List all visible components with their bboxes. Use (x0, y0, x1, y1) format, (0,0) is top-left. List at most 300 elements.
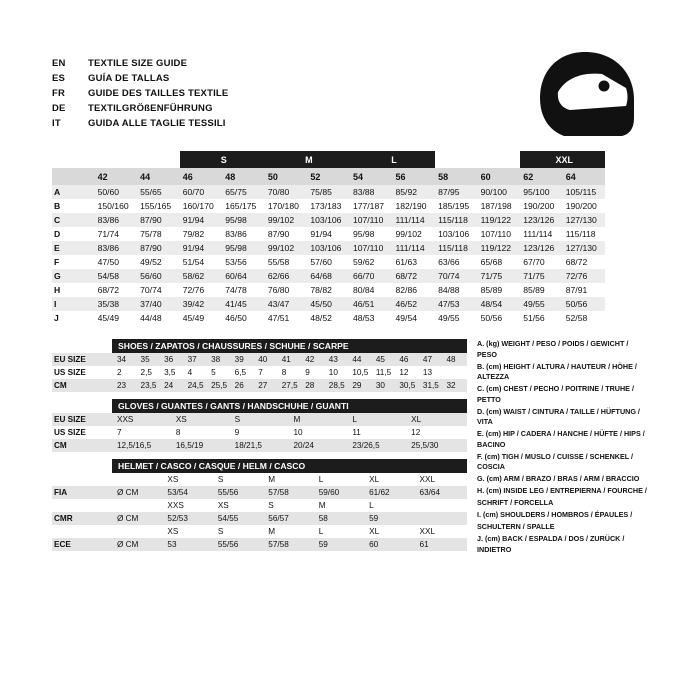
language-code: FR (52, 88, 66, 99)
measure-cell: 49/54 (395, 313, 418, 323)
shoes-cell: 36 (161, 353, 185, 366)
measure-cell: 71/75 (478, 269, 521, 283)
helmet-size-header-cell: S (265, 499, 315, 512)
measure-cell: 119/122 (478, 241, 521, 255)
measure-cell: 123/126 (520, 241, 563, 255)
helmet-unit-cell: Ø CM (114, 512, 164, 525)
measure-cell: 45/50 (307, 297, 350, 311)
measure-cell: 187/198 (480, 201, 512, 211)
helmet-value-cell: 56/57 (265, 512, 315, 525)
size-band-cell: XXL (520, 151, 605, 168)
size-band-cell (435, 151, 520, 168)
measure-cell: 105/115 (563, 185, 606, 199)
helmet-standard-label: CMR (52, 512, 114, 525)
helmet-value-cell (417, 512, 467, 525)
helmet-value-cell: 58 (316, 512, 366, 525)
measure-cell: 185/195 (438, 201, 470, 211)
shoes-row (52, 366, 467, 379)
gloves-row-key: CM (52, 439, 114, 452)
gloves-cell: S (232, 413, 291, 426)
size-band-cell: S (180, 151, 265, 168)
shoes-cell: 41 (279, 353, 303, 366)
gloves-cell: 12,5/16,5 (114, 439, 173, 452)
measure-cell: 57/60 (310, 257, 332, 267)
shoes-cell: 24,5 (185, 379, 209, 392)
measure-cell: 95/100 (520, 185, 563, 199)
gloves-cell: 18/21,5 (232, 439, 291, 452)
measure-cell: 44/48 (140, 313, 162, 323)
table-row (52, 269, 648, 283)
measure-cell: 99/102 (265, 213, 308, 227)
legend-line: H. (cm) INSIDE LEG / ENTREPIERNA / FOURCHE / (477, 486, 647, 495)
measure-cell: 65/75 (222, 185, 265, 199)
measure-cell: 127/130 (563, 213, 606, 227)
measure-cell: 47/50 (97, 257, 120, 267)
measure-cell: 150/160 (97, 201, 129, 211)
helmet-value-cell: 63/64 (417, 486, 467, 499)
helmet-size-header-cell: XS (164, 473, 214, 486)
helmet-value-cell: 54/55 (215, 512, 265, 525)
measure-cell: 62/66 (265, 269, 308, 283)
measure-cell: 111/114 (523, 229, 553, 239)
measure-cell: 70/74 (140, 285, 162, 295)
measure-cell: 45/49 (97, 313, 120, 323)
measure-cell: 53/56 (225, 257, 247, 267)
shoes-cell: 34 (114, 353, 138, 366)
gloves-cell: XL (408, 413, 467, 426)
helmet-head-row-key (52, 473, 114, 486)
helmet-size-header-cell: XXS (164, 499, 214, 512)
measure-cell: 115/118 (565, 229, 596, 239)
measure-cell: 95/98 (222, 213, 265, 227)
table-row (52, 283, 648, 297)
shoes-cell: 23,5 (138, 379, 162, 392)
helmet-data-row (52, 486, 467, 499)
helmet-size-header-cell: XXL (417, 473, 467, 486)
shoes-cell: 42 (302, 353, 326, 366)
measure-cell: 68/72 (393, 269, 436, 283)
helmet-data-row (52, 538, 467, 551)
legend-line: B. (cm) HEIGHT / ALTURA / HAUTEUR / HÖHE / ALTEZZA (477, 361, 637, 381)
helmet-head-row (52, 499, 467, 512)
measure-cell: 107/110 (350, 241, 393, 255)
measure-cell: 60/70 (180, 185, 223, 199)
helmet-unit-cell: Ø CM (114, 538, 164, 551)
shoes-cell: 26 (232, 379, 256, 392)
gloves-cell: 23/26,5 (349, 439, 408, 452)
shoes-cell: 6,5 (232, 366, 256, 379)
helmet-size-header-cell: L (316, 525, 366, 538)
language-text: GUIDA ALLE TAGLIE TESSILI (88, 118, 226, 129)
measure-cell: 67/70 (523, 257, 545, 267)
measure-cell: 95/98 (222, 241, 265, 255)
measure-cell: 41/45 (222, 297, 265, 311)
helmet-size-header-cell: S (215, 473, 265, 486)
shoes-cell: 12 (396, 366, 420, 379)
helmet-size-header-cell: XL (366, 473, 416, 486)
gloves-cell: 9 (232, 426, 291, 439)
shoes-cell: 37 (185, 353, 209, 366)
helmet-data-row (52, 512, 467, 525)
measure-cell: 123/126 (520, 213, 563, 227)
measure-cell: 90/100 (478, 185, 521, 199)
shoes-title-wrap (52, 339, 467, 353)
gloves-cell: 20/24 (290, 439, 349, 452)
helmet-head-spacer (114, 525, 164, 538)
legend-line: SCHRIFT / FORCELLA (477, 498, 554, 507)
measure-cell: 37/40 (137, 297, 180, 311)
helmet-head-row-key (52, 525, 114, 538)
measurement-legend (467, 339, 648, 557)
size-number-cell: 54 (350, 168, 393, 185)
shoes-cell: 30 (373, 379, 397, 392)
size-number-cell: 58 (435, 168, 478, 185)
language-text: GUIDE DES TAILLES TEXTILE (88, 88, 229, 99)
shoes-cell: 4 (185, 366, 209, 379)
measure-row-label: E (52, 241, 95, 255)
helmet-value-cell: 59/60 (316, 486, 366, 499)
measure-cell: 84/88 (438, 285, 460, 295)
shoes-cell: 47 (420, 353, 444, 366)
helmet-size-header-cell: L (316, 473, 366, 486)
measure-cell: 85/89 (523, 285, 545, 295)
measure-cell: 68/72 (97, 285, 120, 295)
gloves-row (52, 413, 467, 426)
shoes-row-key: EU SIZE (52, 353, 114, 366)
size-number-cell: 46 (180, 168, 223, 185)
helmet-head-spacer (114, 473, 164, 486)
size-number-row (52, 168, 648, 185)
helmet-value-cell: 61/62 (366, 486, 416, 499)
helmet-table (52, 473, 467, 551)
table-row (52, 199, 648, 213)
measure-cell: 39/42 (180, 297, 223, 311)
helmet-icon (530, 48, 640, 144)
size-number-cell: 42 (95, 168, 138, 185)
measure-cell: 91/94 (180, 241, 223, 255)
measure-cell: 66/70 (350, 269, 393, 283)
helmet-standard-label: ECE (52, 538, 114, 551)
measure-cell: 49/55 (520, 297, 563, 311)
measure-cell: 55/65 (137, 185, 180, 199)
size-number-cell: 60 (478, 168, 521, 185)
gloves-section-title: GLOVES / GUANTES / GANTS / HANDSCHUHE / GUANTI (112, 399, 467, 413)
table-row (52, 227, 648, 241)
gloves-cell: 7 (114, 426, 173, 439)
size-band-row (52, 151, 648, 168)
measure-cell: 49/52 (140, 257, 162, 267)
measure-cell: 47/53 (435, 297, 478, 311)
size-number-cell: 62 (520, 168, 563, 185)
measure-cell: 155/165 (140, 201, 172, 211)
shoes-cell: 8 (279, 366, 303, 379)
helmet-section-title: HELMET / CASCO / CASQUE / HELM / CASCO (112, 459, 467, 473)
shoes-cell: 48 (443, 353, 467, 366)
measure-cell: 59/62 (352, 257, 375, 267)
shoes-row-key: US SIZE (52, 366, 114, 379)
measure-cell: 78/82 (310, 285, 332, 295)
measure-cell: 83/86 (95, 241, 138, 255)
shoes-section-title: SHOES / ZAPATOS / CHAUSSURES / SCHUHE / SCARPE (112, 339, 467, 353)
measure-cell: 83/86 (225, 229, 247, 239)
helmet-size-header-cell: M (265, 473, 315, 486)
shoes-row-key: CM (52, 379, 114, 392)
helmet-size-header-cell: XS (215, 499, 265, 512)
gloves-cell: 10 (290, 426, 349, 439)
measure-cell: 48/54 (478, 297, 521, 311)
measure-cell: 46/51 (350, 297, 393, 311)
gloves-row (52, 439, 467, 452)
measure-row-label: A (52, 185, 95, 199)
measure-cell: 55/58 (267, 257, 290, 267)
measure-cell: 83/88 (350, 185, 393, 199)
helmet-head-row-key (52, 499, 114, 512)
table-row (52, 241, 648, 255)
language-code: DE (52, 103, 66, 114)
measure-cell: 48/52 (310, 313, 332, 323)
measure-cell: 46/50 (225, 313, 247, 323)
measure-cell: 70/74 (435, 269, 478, 283)
size-number-cell: 64 (563, 168, 606, 185)
size-number-cell: 56 (393, 168, 436, 185)
measure-cell: 127/130 (563, 241, 606, 255)
measure-cell: 50/56 (563, 297, 606, 311)
shoes-cell: 23 (114, 379, 138, 392)
helmet-value-cell: 60 (366, 538, 416, 551)
size-number-cell: 48 (222, 168, 265, 185)
shoes-row (52, 353, 467, 366)
measure-cell: 56/60 (137, 269, 180, 283)
measure-cell: 91/94 (310, 229, 332, 239)
measure-cell: 50/56 (480, 313, 503, 323)
gloves-title-wrap (52, 399, 467, 413)
size-number-cell: 52 (307, 168, 350, 185)
helmet-unit-cell: Ø CM (114, 486, 164, 499)
helmet-head-spacer (114, 499, 164, 512)
helmet-value-cell: 59 (316, 538, 366, 551)
textile-size-table (52, 151, 648, 325)
measure-cell: 46/52 (393, 297, 436, 311)
measure-cell: 70/80 (265, 185, 308, 199)
gloves-cell: 16,5/19 (173, 439, 232, 452)
helmet-value-cell: 55/56 (215, 486, 265, 499)
measure-cell: 71/75 (520, 269, 563, 283)
gloves-row (52, 426, 467, 439)
shoes-cell: 24 (161, 379, 185, 392)
language-code: ES (52, 73, 66, 84)
measure-cell: 50/60 (95, 185, 138, 199)
measure-cell: 80/84 (352, 285, 375, 295)
helmet-value-cell: 52/53 (164, 512, 214, 525)
gloves-cell: M (290, 413, 349, 426)
shoes-cell: 3,5 (161, 366, 185, 379)
shoes-cell: 13 (420, 366, 444, 379)
legend-line: C. (cm) CHEST / PECHO / POITRINE / TRUHE / PETTO (477, 384, 634, 404)
shoes-cell: 38 (208, 353, 232, 366)
measure-cell: 76/80 (267, 285, 290, 295)
shoes-cell: 25,5 (208, 379, 232, 392)
measure-cell: 119/122 (478, 213, 521, 227)
measure-cell: 63/66 (438, 257, 460, 267)
shoes-cell: 44 (349, 353, 373, 366)
table-row (52, 297, 648, 311)
measure-cell: 99/102 (395, 229, 422, 239)
helmet-size-header-cell: L (366, 499, 416, 512)
shoes-cell: 27,5 (279, 379, 303, 392)
measure-row-label: I (52, 297, 95, 311)
legend-line: A. (kg) WEIGHT / PESO / POIDS / GEWICHT / PESO (477, 339, 629, 359)
measure-cell: 48/53 (352, 313, 375, 323)
measure-cell: 52/58 (565, 313, 588, 323)
gloves-cell: L (349, 413, 408, 426)
measure-row-label: C (52, 213, 95, 227)
helmet-size-header-cell (417, 499, 467, 512)
measure-cell: 95/98 (352, 229, 375, 239)
helmet-size-header-cell: XL (366, 525, 416, 538)
shoes-cell: 11,5 (373, 366, 397, 379)
measure-cell: 72/76 (182, 285, 205, 295)
measure-cell: 68/72 (565, 257, 588, 267)
shoes-cell: 46 (396, 353, 420, 366)
gloves-row-key: US SIZE (52, 426, 114, 439)
measure-cell: 87/90 (137, 241, 180, 255)
helmet-value-cell: 59 (366, 512, 416, 525)
measure-cell: 85/92 (393, 185, 436, 199)
size-band-cell (137, 151, 180, 168)
shoes-cell: 43 (326, 353, 350, 366)
gloves-cell: 8 (173, 426, 232, 439)
size-number-row-label (52, 168, 95, 185)
shoes-cell: 32 (443, 379, 467, 392)
measure-cell: 65/68 (480, 257, 503, 267)
measure-cell: 54/58 (95, 269, 138, 283)
shoes-cell: 35 (138, 353, 162, 366)
measure-cell: 51/56 (523, 313, 545, 323)
gloves-cell: XS (173, 413, 232, 426)
legend-line: J. (cm) BACK / ESPALDA / DOS / ZURÜCK / INDIETRO (477, 534, 625, 554)
helmet-value-cell: 57/58 (265, 486, 315, 499)
measure-cell: 35/38 (95, 297, 138, 311)
measure-cell: 182/190 (395, 201, 427, 211)
language-text: GUÍA DE TALLAS (88, 73, 170, 84)
measure-cell: 45/49 (182, 313, 205, 323)
measure-row-label: J (54, 313, 59, 323)
gloves-cell: 11 (349, 426, 408, 439)
table-row (52, 213, 648, 227)
measure-cell: 51/54 (182, 257, 205, 267)
helmet-head-row (52, 525, 467, 538)
measure-row-label: B (54, 201, 61, 211)
measure-cell: 72/76 (563, 269, 606, 283)
helmet-head-row (52, 473, 467, 486)
band-row-spacer (52, 151, 95, 168)
measure-cell: 61/63 (395, 257, 418, 267)
shoes-row (52, 379, 467, 392)
legend-line: G. (cm) ARM / BRAZO / BRAS / ARM / BRACCIO (477, 474, 640, 483)
size-band-cell (605, 151, 648, 168)
measure-row-label: D (54, 229, 61, 239)
measure-cell: 85/89 (480, 285, 503, 295)
gloves-row-key: EU SIZE (52, 413, 114, 426)
helmet-value-cell: 61 (417, 538, 467, 551)
helmet-title-wrap (52, 459, 467, 473)
shoes-cell: 7 (255, 366, 279, 379)
measure-cell: 103/106 (438, 229, 470, 239)
shoes-cell (443, 366, 467, 379)
measure-cell: 87/95 (435, 185, 478, 199)
measure-cell: 75/78 (140, 229, 162, 239)
shoes-table (52, 353, 467, 392)
table-row (52, 185, 648, 199)
shoes-cell: 9 (302, 366, 326, 379)
accessory-tables (52, 339, 467, 557)
gloves-cell: 12 (408, 426, 467, 439)
helmet-value-cell: 53 (164, 538, 214, 551)
shoes-cell: 31,5 (420, 379, 444, 392)
helmet-size-header-cell: S (215, 525, 265, 538)
measure-cell: 170/180 (267, 201, 299, 211)
measure-row-label: H (54, 285, 61, 295)
measure-cell: 107/110 (350, 213, 393, 227)
gloves-cell: 25,5/30 (408, 439, 467, 452)
shoes-cell: 2 (114, 366, 138, 379)
measure-cell: 60/64 (222, 269, 265, 283)
table-row (52, 255, 648, 269)
measure-cell: 115/118 (435, 213, 478, 227)
measure-cell: 103/106 (307, 241, 350, 255)
legend-line: I. (cm) SHOULDERS / HOMBROS / ÉPAULES / (477, 510, 633, 519)
measure-cell: 75/85 (307, 185, 350, 199)
helmet-size-header-cell: M (316, 499, 366, 512)
language-text: TEXTILE SIZE GUIDE (88, 58, 188, 69)
helmet-value-cell: 57/58 (265, 538, 315, 551)
shoes-cell: 10,5 (349, 366, 373, 379)
measure-cell: 115/118 (435, 241, 478, 255)
measure-cell: 103/106 (307, 213, 350, 227)
shoes-cell: 27 (255, 379, 279, 392)
legend-line: D. (cm) WAIST / CINTURA / TAILLE / HÜFTUNG / VITA (477, 406, 640, 426)
helmet-value-cell: 55/56 (215, 538, 265, 551)
measure-cell: 79/82 (182, 229, 205, 239)
shoes-cell: 28 (302, 379, 326, 392)
measure-cell: 87/90 (267, 229, 290, 239)
measure-cell: 64/68 (307, 269, 350, 283)
table-row (52, 311, 648, 325)
size-band-cell: M (265, 151, 350, 168)
measure-cell: 49/55 (438, 313, 460, 323)
shoes-cell: 5 (208, 366, 232, 379)
helmet-standard-label: FIA (52, 486, 114, 499)
measure-cell: 83/86 (95, 213, 138, 227)
bottom-section (52, 339, 648, 557)
measure-cell: 58/62 (180, 269, 223, 283)
measure-cell: 91/94 (180, 213, 223, 227)
shoes-cell: 30,5 (396, 379, 420, 392)
measure-cell: 82/86 (395, 285, 418, 295)
measure-row-label: F (54, 257, 60, 267)
measure-cell: 173/183 (310, 201, 342, 211)
measure-cell: 177/187 (352, 201, 385, 211)
helmet-size-header-cell: M (265, 525, 315, 538)
shoes-cell: 40 (255, 353, 279, 366)
language-code: IT (52, 118, 61, 129)
measure-cell: 47/51 (267, 313, 290, 323)
measure-cell: 165/175 (225, 201, 257, 211)
helmet-size-header-cell: XXL (417, 525, 467, 538)
shoes-cell: 10 (326, 366, 350, 379)
shoes-cell: 29 (349, 379, 373, 392)
gloves-table (52, 413, 467, 452)
